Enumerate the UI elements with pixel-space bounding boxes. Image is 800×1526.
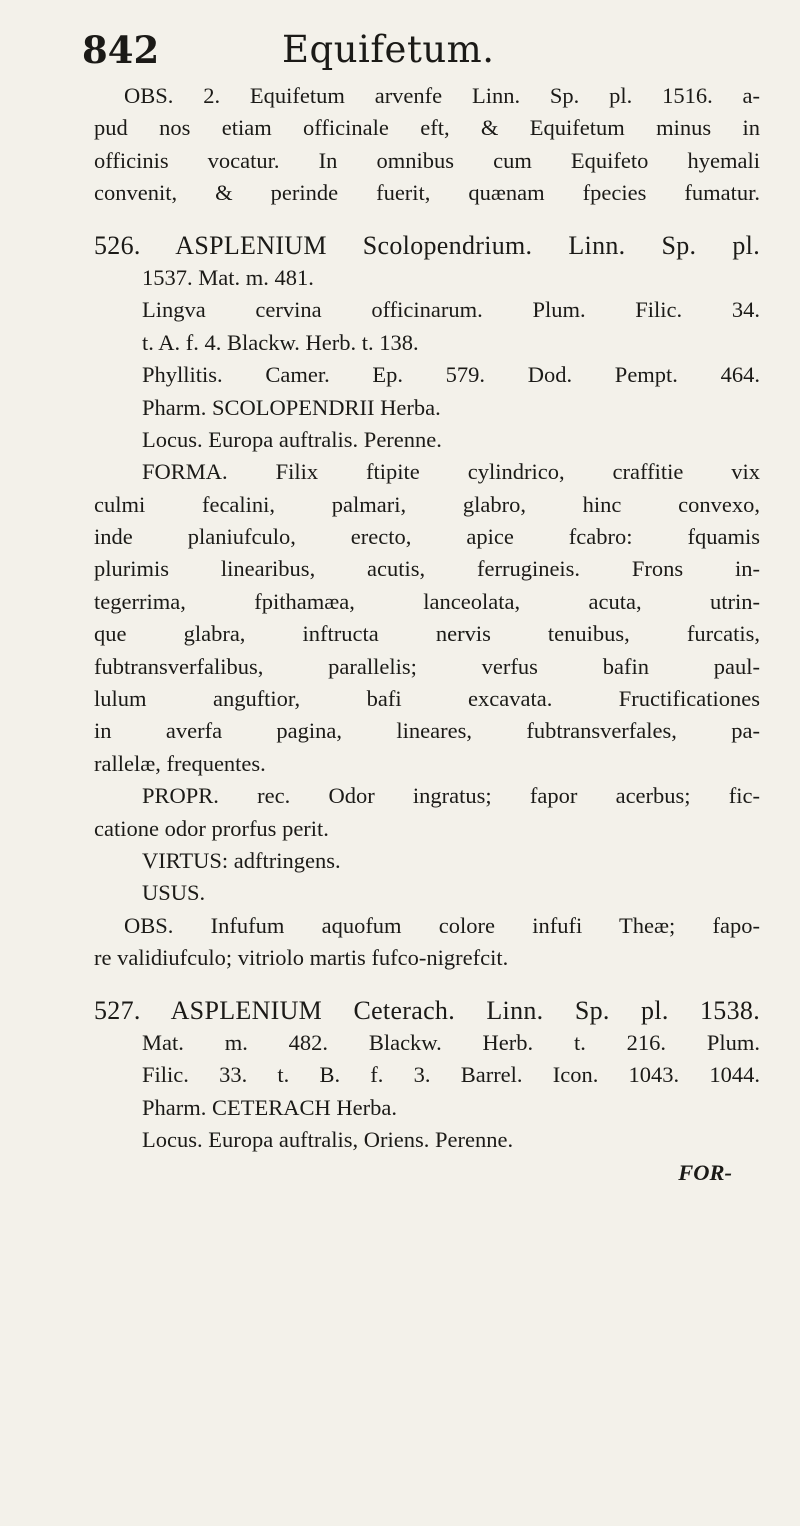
text-line: officinis vocatur. In omnibus cum Equifeto hyemali [94,147,760,173]
text-line: re validiufculo; vitriolo martis fufco-nigrefcit. [94,945,509,971]
text-line: plurimis linearibus, acutis, ferrugineis. Frons in- [94,556,760,582]
text-line: OBS. Infufum aquofum colore infufi Theæ; fapo- [124,912,760,938]
text-line: in averfa pagina, lineares, fubtransverfales, pa- [94,718,760,744]
text-line: Mat. m. 482. Blackw. Herb. t. 216. Plum. [142,1029,760,1055]
page-number: 842 [82,28,160,72]
text-line: catione odor prorfus perit. [94,815,329,841]
entry-heading: 527. ASPLENIUM Ceterach. Linn. Sp. pl. 1538. [94,995,760,1025]
text-line: Locus. Europa auftralis, Oriens. Perenne. [142,1127,514,1153]
entry-heading: 526. ASPLENIUM Scolopendrium. Linn. Sp. pl. [94,230,760,260]
text-line: Filic. 33. t. B. f. 3. Barrel. Icon. 1043. 1044. [142,1062,760,1088]
text-line: PROPR. rec. Odor ingratus; fapor acerbus; fic- [142,783,760,809]
text-line: Pharm. SCOLOPENDRII Herba. [142,394,441,420]
text-line: convenit, & perinde fuerit, quænam fpecies fumatur. [94,180,760,206]
text-line: tegerrima, fpithamæa, lanceolata, acuta, utrin- [94,588,760,614]
text-line: que glabra, inftructa nervis tenuibus, furcatis, [94,621,760,647]
text-line: Lingva cervina officinarum. Plum. Filic. 34. [142,297,760,323]
text-line: pud nos etiam officinale eft, & Equifetum minus in [94,115,760,141]
text-line: Phyllitis. Camer. Ep. 579. Dod. Pempt. 464. [142,362,760,388]
spacer [94,210,760,230]
text-line: Pharm. CETERACH Herba. [142,1094,397,1120]
text-line: inde planiufculo, erecto, apice fcabro: fquamis [94,524,760,550]
page-header [82,22,742,78]
text-line: culmi fecalini, palmari, glabro, hinc convexo, [94,491,760,517]
text-line: Locus. Europa auftralis. Perenne. [142,426,442,452]
text-line: 1537. Mat. m. 481. [142,264,314,290]
spacer [94,975,760,995]
text-line: USUS. [142,880,206,906]
text-line: OBS. 2. Equifetum arvenfe Linn. Sp. pl. 1516. a- [124,83,760,108]
text-line: fubtransverfalibus, parallelis; verfus bafin paul- [94,653,760,679]
running-head: Equifetum. [282,28,495,71]
text-line: VIRTUS: adftringens. [142,847,341,873]
text-line: lulum anguftior, bafi excavata. Fructificationes [94,686,760,712]
catchword: FOR- [678,1159,732,1185]
page-body [94,80,760,1189]
text-line: t. A. f. 4. Blackw. Herb. t. 138. [142,329,419,355]
text-line: FORMA. Filix ftipite cylindrico, craffitie vix [142,459,760,485]
text-line: rallelæ, frequentes. [94,750,266,776]
